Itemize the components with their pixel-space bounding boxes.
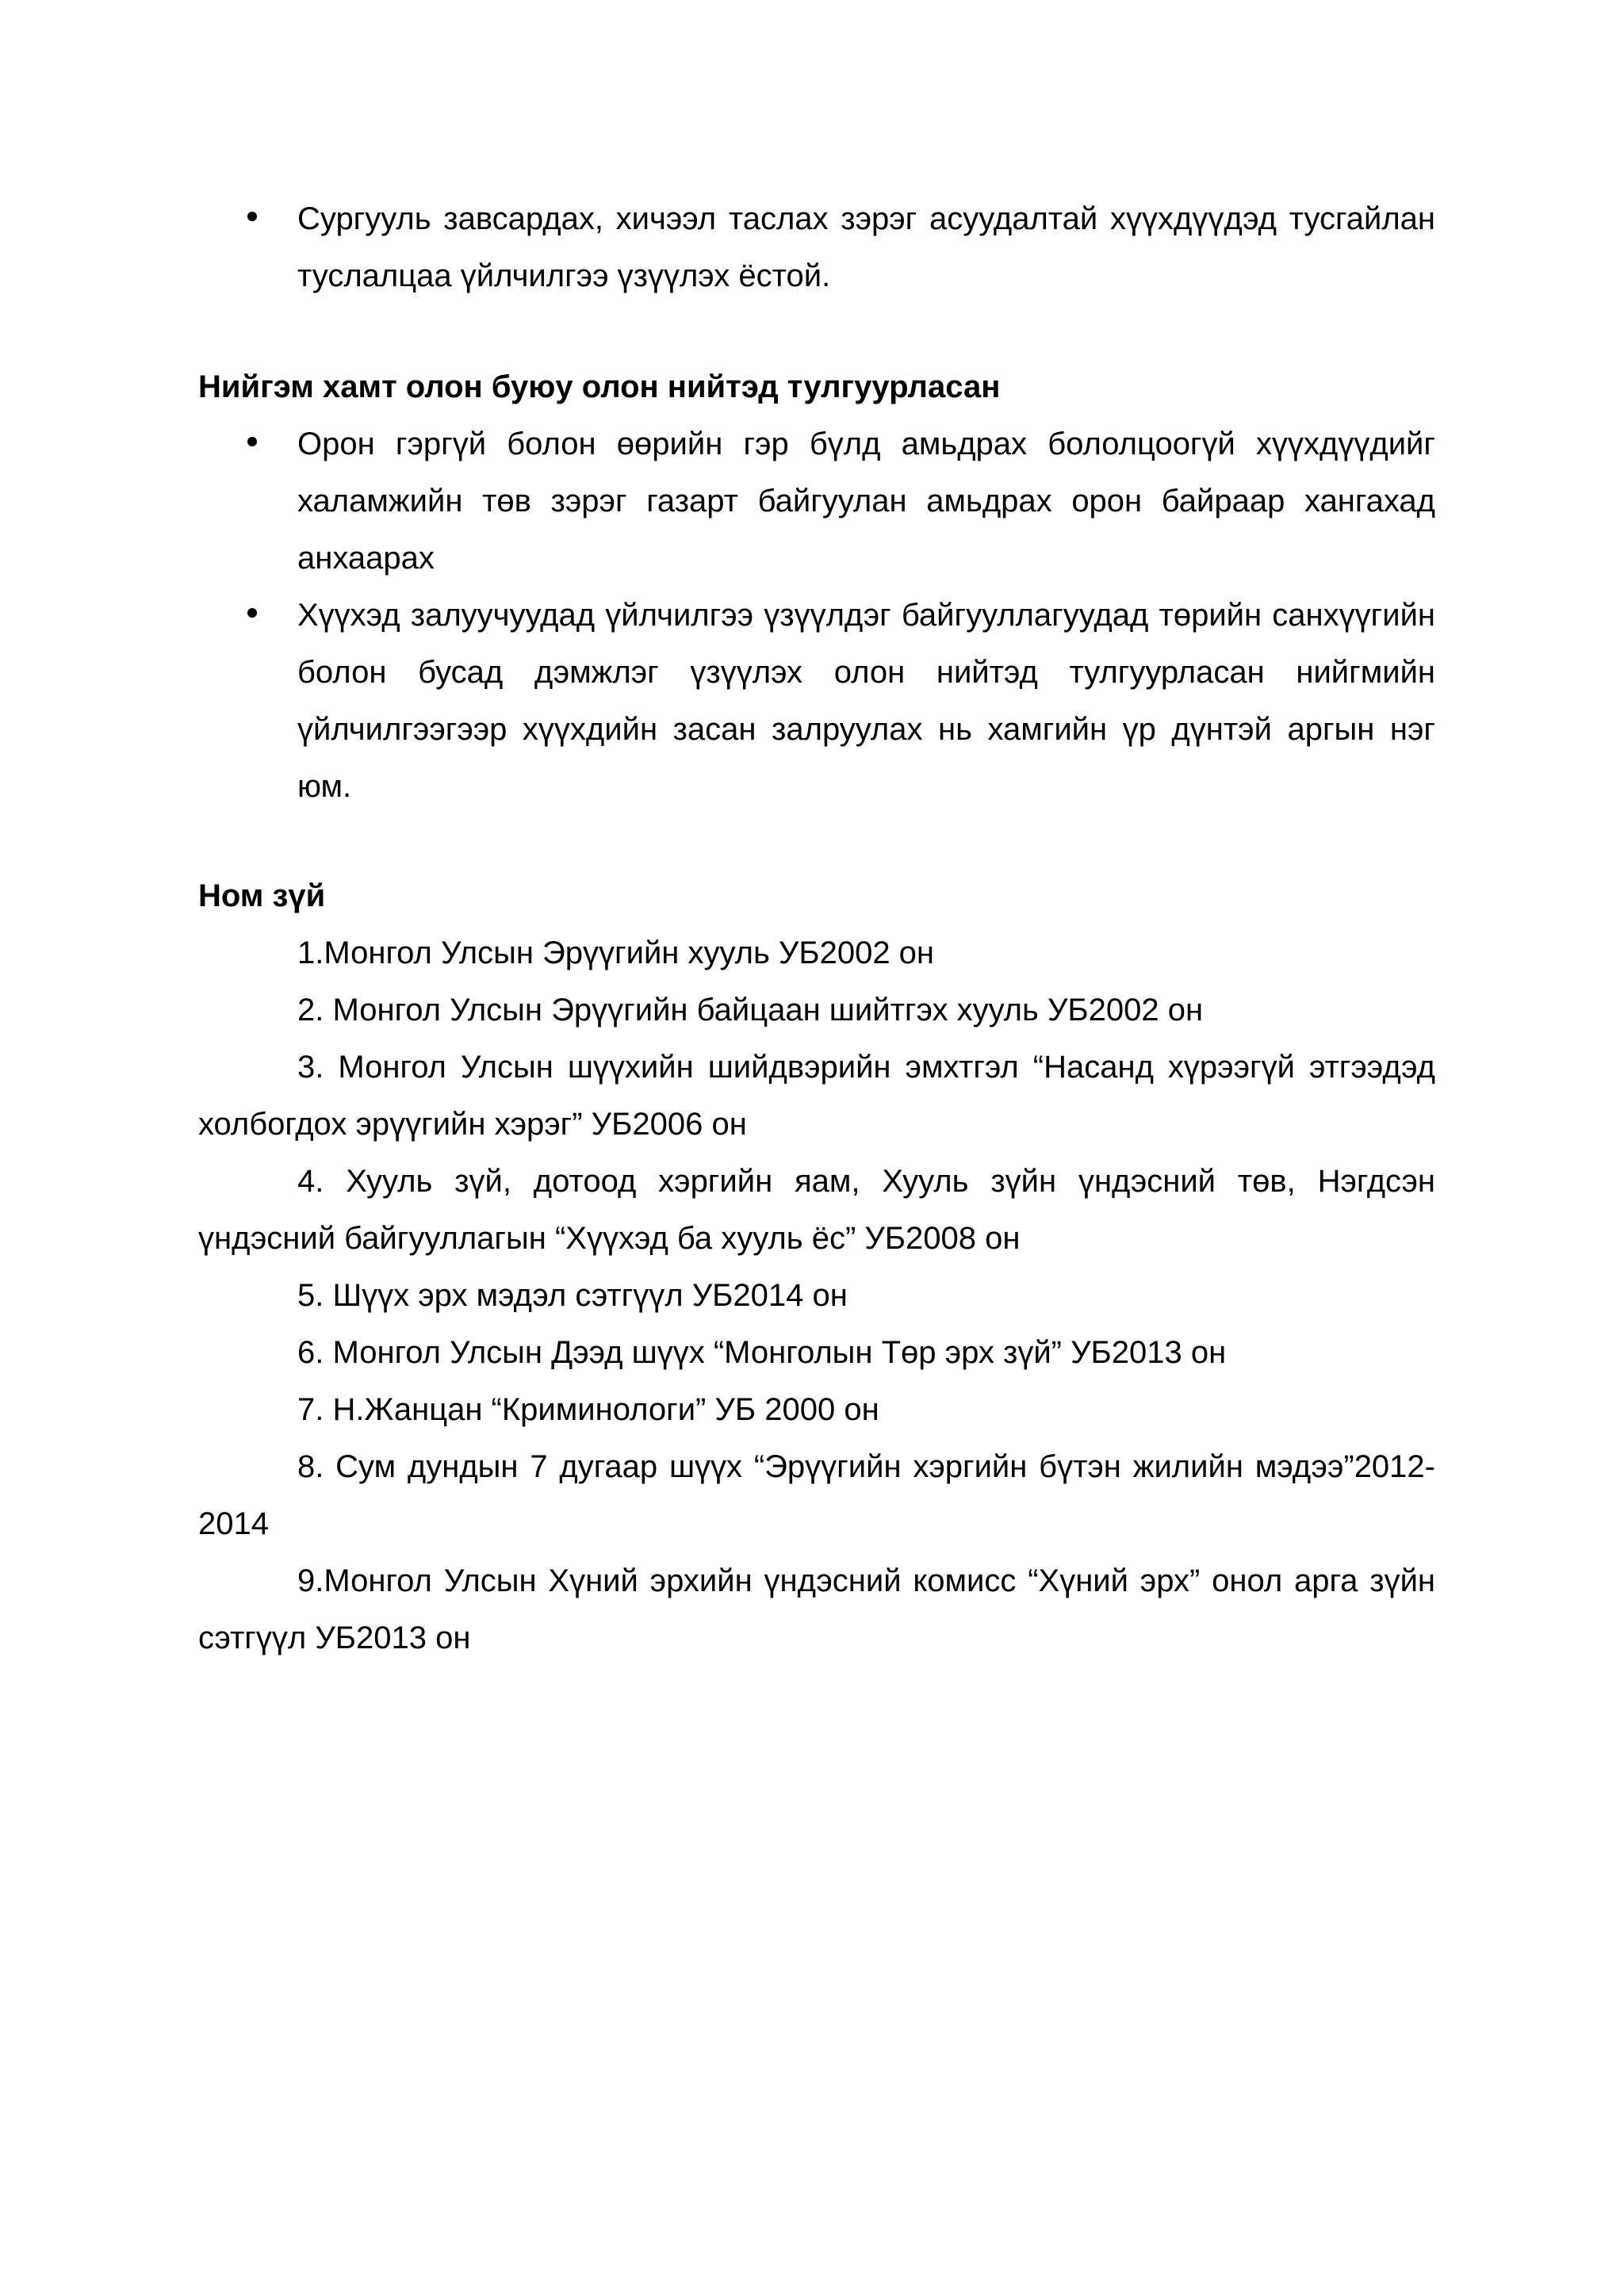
reference-item-5: 5. Шүүх эрх мэдэл сэтгүүл УБ2014 он [297,1278,848,1313]
reference-item-2: 2. Монгол Улсын Эрүүгийн байцаан шийтгэх хууль УБ2002 он [297,993,1204,1027]
reference-item-1: 1.Монгол Улсын Эрүүгийн хууль УБ2002 он [297,936,935,970]
bullet-item [198,190,1435,304]
bullet-icon [247,437,257,446]
intro-bullet-list [198,190,1435,304]
bullet-text: Сургууль завсардах, хичээл таслах зэрэг асуудалтай хүүхдүүдэд тусгайлан туслалцаа үйлчилгээ үзүүлэх ёстой. [297,201,1435,293]
bullet-text: Орон гэргүй болон өөрийн гэр бүлд амьдрах бололцоогүй хүүхдүүдийг халамжийн төв зэрэг газарт байгуулан амьдрах орон байраар хангахад анхаарах [297,427,1435,576]
bullet-text: Хүүхэд залуучуудад үйлчилгээ үзүүлдэг байгууллагуудад төрийн санхүүгийн болон бусад дэмжлэг үзүүлэх олон нийтэд тулгуурласан нийгмийн үйлчилгээгээр хүүхдийн засан залруулах нь хамгийн үр дүнтэй аргын нэг юм. [297,598,1435,804]
bullet-item [198,415,1435,587]
bullet-icon [247,212,257,221]
reference-item-3: 3. Монгол Улсын шүүхийн шийдвэрийн эмхтгэл “Насанд хүрээгүй этгээдэд холбогдох эрүүгийн хэрэг” УБ2006 он [198,1050,1435,1142]
community-bullet-list [198,415,1435,815]
section-heading-references: Ном зүй [198,878,326,913]
bullet-item [198,587,1435,815]
bullet-icon [247,608,257,618]
reference-item-4: 4. Хууль зүй, дотоод хэргийн яам, Хууль зүйн үндэсний төв, Нэгдсэн үндэсний байгууллагын “Хүүхэд ба хууль ёс” УБ2008 он [198,1164,1435,1256]
reference-item-8: 8. Сум дундын 7 дугаар шүүх “Эрүүгийн хэргийн бүтэн жилийн мэдээ”2012-2014 [198,1449,1435,1541]
section-heading-community: Нийгэм хамт олон буюу олон нийтэд тулгуурласан [198,369,1001,404]
reference-item-6: 6. Монгол Улсын Дээд шүүх “Монголын Төр эрх зүй” УБ2013 он [297,1335,1227,1370]
reference-item-9: 9.Монгол Улсын Хүний эрхийн үндэсний комисс “Хүний эрх” онол арга зүйн сэтгүүл УБ2013 он [198,1563,1435,1655]
reference-item-7: 7. Н.Жанцан “Криминологи” УБ 2000 он [297,1392,879,1427]
reference-list [198,924,1435,1667]
